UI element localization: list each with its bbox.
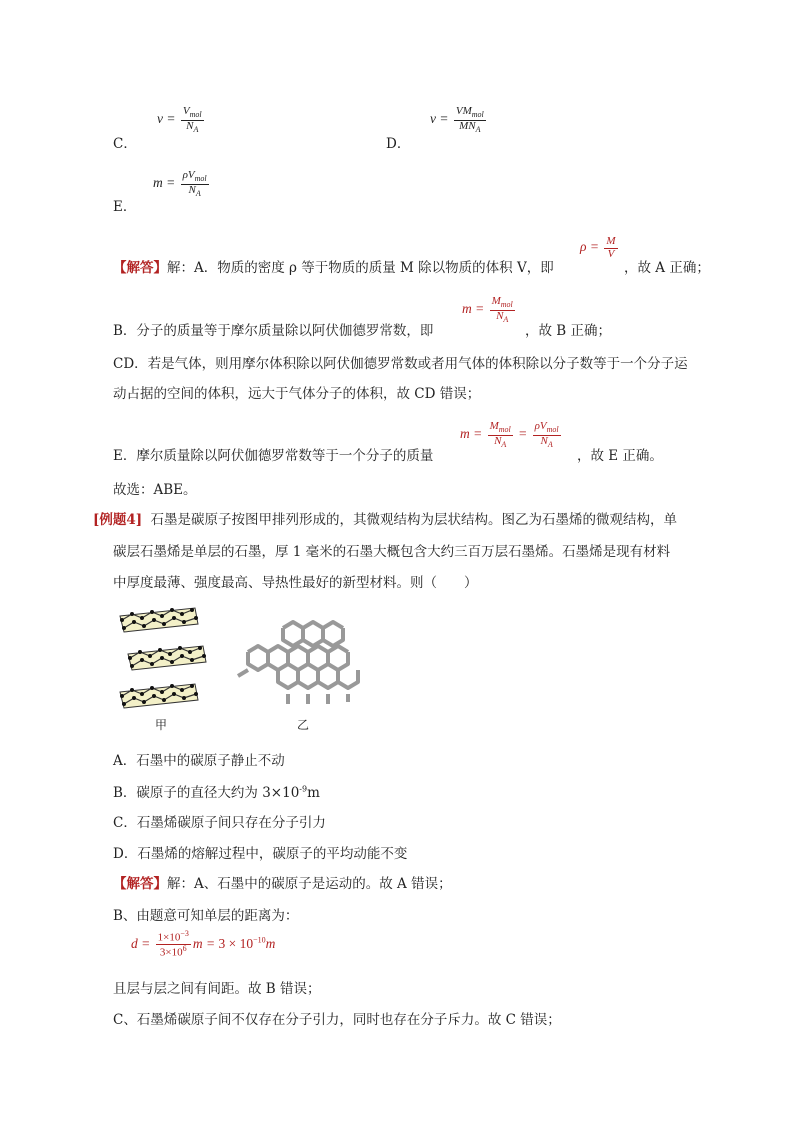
example4-option-c: C．石墨烯碳原子间只存在分子引力 [113,815,326,831]
option-b-text: B．碳原子的直径大约为 3×10 [113,785,300,801]
answer1-line-b-end: ，故 B 正确； [525,323,612,339]
option-d-label: D． [386,136,411,152]
formula-option-c: v = $\frac{V_{mol}}{N_A}$ [157,105,202,134]
answer1-line-a-text: 解：A．物质的密度 ρ 等于物质的质量 M 除以物质的体积 V，即 [167,260,554,276]
example4-line1 [93,508,677,528]
figure-label-yi: 乙 [297,718,310,732]
example4-option-a: A．石墨中的碳原子静止不动 [113,753,285,769]
answer1-line-e: E．摩尔质量除以阿伏伽德罗常数等于一个分子的质量 [113,448,434,464]
answer2-line-a [113,872,452,892]
answer1-line-cd1: CD．若是气体，则用摩尔体积除以阿伏伽德罗常数或者用气体的体积除以分子数等于一个分子运 [113,356,688,372]
example4-line3: 中厚度最薄、强度最高、导热性最好的新型材料。则（ ） [113,575,478,591]
example4-line2: 碳层石墨烯是单层的石墨，厚 1 毫米的石墨大概包含大约三百万层石墨烯。石墨烯是现有材料 [113,544,671,560]
graphite-layer-2 [128,646,206,670]
option-b-unit: m [307,785,320,801]
answer1-line-cd2: 动占据的空间的体积，远大于气体分子的体积，故 CD 错误； [113,386,481,402]
formula-option-d: v = $\frac{VM_{mol}}{MN_A}$ [430,105,484,134]
option-c-label: C． [113,136,137,152]
example-tag: [例题4] [93,512,143,528]
answer1-line-a-end: ，故 A 正确； [624,260,710,276]
answer-tag: 【解答】 [113,260,167,276]
option-e-label: E． [113,199,137,215]
formula-molecule-mass-2: m = $\frac{M_{mol}}{N_A}$ = $\frac{\rho V_{mol}}{N_A}$ [460,420,559,449]
example4-line1-text: 石墨是碳原子按图甲排列形成的，其微观结构为层状结构。图乙为石墨烯的微观结构，单 [150,512,677,528]
answer2-line-c: C、石墨烯碳原子间不仅存在分子引力，同时也存在分子斥力。故 C 错误； [113,1012,561,1028]
answer1-line-b: B．分子的质量等于摩尔质量除以阿伏伽德罗常数，即 [113,323,434,339]
option-b-exponent: -9 [299,784,308,794]
graphite-layer-1 [120,608,198,632]
answer2-line-b2: 且层与层之间有间距。故 B 错误； [113,981,321,997]
graphite-figure-jia [110,600,210,710]
answer2-line-a-text: 解：A、石墨中的碳原子是运动的。故 A 错误； [167,876,452,892]
answer2-line-b: B、由题意可知单层的距离为： [113,908,299,924]
graphene-figure-yi [228,618,376,710]
example4-option-d: D．石墨烯的熔解过程中，碳原子的平均动能不变 [113,846,408,862]
answer2-tag: 【解答】 [113,876,167,892]
formula-layer-distance: d = $\frac{1\times 10^{-3}}{3\times 10^6}$ $m = 3 \times 10^{-10}m$ [131,929,276,959]
formula-density: ρ = $\frac{M}{V}$ [580,235,616,260]
formula-molecule-mass: m = $\frac{M_{mol}}{N_A}$ [462,295,513,324]
answer1-choice: 故选：ABE。 [113,482,197,498]
formula-option-e: m = $\frac{\rho V_{mol}}{N_A}$ [153,169,207,198]
graphite-layer-3 [120,684,198,708]
answer1-line-a [113,256,554,276]
example4-option-b [113,781,320,801]
answer1-line-e-end: ，故 E 正确。 [577,448,663,464]
figure-label-jia: 甲 [155,718,168,732]
